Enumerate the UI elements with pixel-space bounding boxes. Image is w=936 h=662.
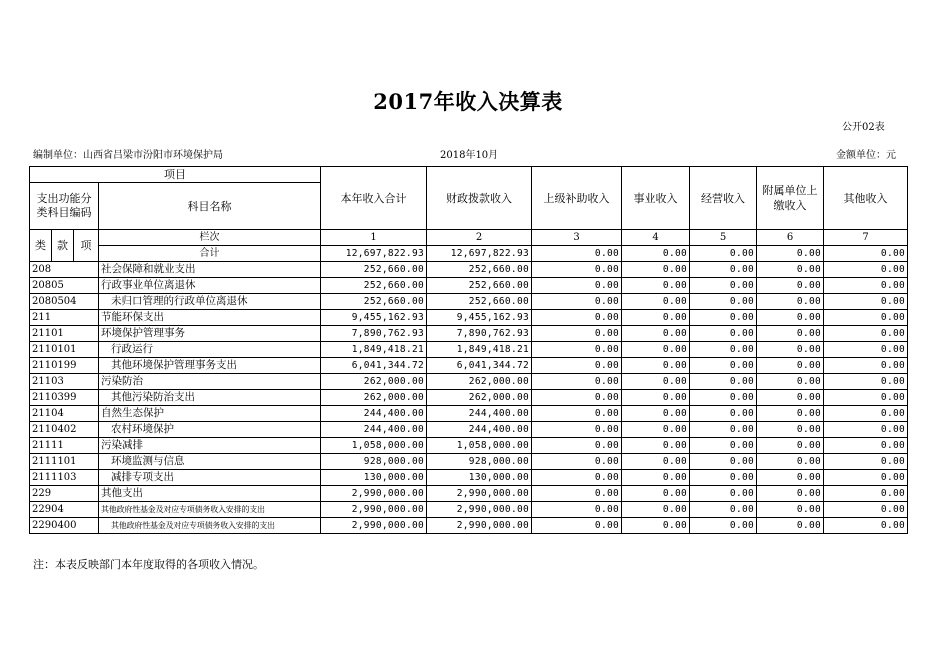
header-col-3: 上级补助收入 — [532, 167, 622, 230]
total-value: 0.00 — [532, 246, 622, 262]
table-row — [30, 374, 908, 390]
amount-cell: 0.00 — [757, 454, 824, 470]
amount-cell: 0.00 — [532, 278, 622, 294]
amount-cell: 0.00 — [824, 390, 908, 406]
table-row — [30, 326, 908, 342]
subject-name: 行政事业单位离退休 — [99, 278, 321, 294]
subject-code: 2110199 — [30, 358, 99, 374]
amount-cell: 0.00 — [622, 374, 690, 390]
subject-code: 2110101 — [30, 342, 99, 358]
amount-cell: 0.00 — [824, 454, 908, 470]
col-num-6: 6 — [757, 230, 824, 246]
subject-name: 环境保护管理事务 — [99, 326, 321, 342]
amount-cell: 0.00 — [690, 374, 757, 390]
subject-code: 2111103 — [30, 470, 99, 486]
amount-cell: 0.00 — [622, 390, 690, 406]
subject-name: 行政运行 — [99, 342, 321, 358]
amount-cell: 252,660.00 — [321, 278, 427, 294]
amount-cell: 0.00 — [622, 310, 690, 326]
amount-cell: 0.00 — [690, 518, 757, 534]
col-num-3: 3 — [532, 230, 622, 246]
amount-cell: 0.00 — [622, 470, 690, 486]
table-row — [30, 422, 908, 438]
amount-cell: 0.00 — [757, 358, 824, 374]
header-func-code: 支出功能分类科目编码 — [30, 183, 99, 230]
amount-cell: 0.00 — [532, 518, 622, 534]
amount-cell: 0.00 — [824, 486, 908, 502]
header-kuan: 款 — [52, 230, 74, 262]
table-row — [30, 278, 908, 294]
total-value: 0.00 — [824, 246, 908, 262]
amount-cell: 0.00 — [757, 438, 824, 454]
total-value: 12,697,822.93 — [427, 246, 532, 262]
amount-cell: 9,455,162.93 — [427, 310, 532, 326]
amount-cell: 0.00 — [824, 262, 908, 278]
amount-cell: 0.00 — [690, 422, 757, 438]
amount-cell: 262,000.00 — [321, 374, 427, 390]
amount-cell: 0.00 — [690, 390, 757, 406]
header-col-6: 附属单位上缴收入 — [757, 167, 824, 230]
report-date: 2018年10月 — [440, 150, 499, 161]
amount-cell: 0.00 — [622, 454, 690, 470]
amount-cell: 7,890,762.93 — [427, 326, 532, 342]
amount-cell: 1,058,000.00 — [321, 438, 427, 454]
table-row — [30, 310, 908, 326]
amount-cell: 0.00 — [532, 486, 622, 502]
form-number: 公开02表 — [842, 122, 885, 133]
amount-cell: 0.00 — [532, 454, 622, 470]
header-col-2: 财政拨款收入 — [427, 167, 532, 230]
amount-cell: 0.00 — [690, 278, 757, 294]
amount-cell: 0.00 — [532, 470, 622, 486]
amount-cell: 252,660.00 — [427, 294, 532, 310]
amount-cell: 9,455,162.93 — [321, 310, 427, 326]
amount-cell: 0.00 — [824, 438, 908, 454]
subject-code: 2111101 — [30, 454, 99, 470]
amount-cell: 252,660.00 — [321, 262, 427, 278]
amount-cell: 0.00 — [757, 422, 824, 438]
table-row — [30, 294, 908, 310]
amount-cell: 0.00 — [757, 310, 824, 326]
amount-cell: 130,000.00 — [321, 470, 427, 486]
amount-cell: 0.00 — [622, 294, 690, 310]
compiling-unit: 编制单位：山西省吕梁市汾阳市环境保护局 — [33, 150, 223, 161]
amount-cell: 2,990,000.00 — [321, 486, 427, 502]
amount-cell: 2,990,000.00 — [321, 502, 427, 518]
amount-cell: 244,400.00 — [321, 406, 427, 422]
table-row — [30, 358, 908, 374]
header-col-1: 本年收入合计 — [321, 167, 427, 230]
amount-cell: 0.00 — [690, 326, 757, 342]
amount-cell: 0.00 — [824, 518, 908, 534]
header-col-4: 事业收入 — [622, 167, 690, 230]
amount-cell: 0.00 — [824, 422, 908, 438]
amount-cell: 0.00 — [690, 470, 757, 486]
subject-name: 农村环境保护 — [99, 422, 321, 438]
header-col-5: 经营收入 — [690, 167, 757, 230]
amount-cell: 0.00 — [824, 278, 908, 294]
amount-cell: 0.00 — [532, 310, 622, 326]
amount-cell: 0.00 — [532, 374, 622, 390]
amount-cell: 0.00 — [690, 262, 757, 278]
amount-cell: 244,400.00 — [321, 422, 427, 438]
table-row — [30, 470, 908, 486]
amount-cell: 0.00 — [532, 390, 622, 406]
table-row — [30, 390, 908, 406]
amount-cell: 262,000.00 — [427, 374, 532, 390]
subject-code: 211 — [30, 310, 99, 326]
subject-code: 2110402 — [30, 422, 99, 438]
total-value: 0.00 — [622, 246, 690, 262]
amount-cell: 0.00 — [690, 294, 757, 310]
subject-code: 21111 — [30, 438, 99, 454]
table-row — [30, 438, 908, 454]
amount-cell: 0.00 — [757, 262, 824, 278]
amount-cell: 0.00 — [824, 294, 908, 310]
footnote: 注：本表反映部门本年度取得的各项收入情况。 — [33, 558, 264, 571]
subject-name: 减排专项支出 — [99, 470, 321, 486]
total-value: 0.00 — [690, 246, 757, 262]
amount-cell: 262,000.00 — [321, 390, 427, 406]
amount-cell: 244,400.00 — [427, 406, 532, 422]
subject-code: 21103 — [30, 374, 99, 390]
amount-cell: 1,849,418.21 — [427, 342, 532, 358]
amount-cell: 0.00 — [622, 486, 690, 502]
amount-cell: 0.00 — [532, 406, 622, 422]
amount-cell: 0.00 — [757, 342, 824, 358]
subject-code: 21104 — [30, 406, 99, 422]
subject-name: 其他政府性基金及对应专项债务收入安排的支出 — [99, 502, 321, 518]
header-xiang: 项 — [74, 230, 99, 262]
income-table — [29, 166, 908, 534]
amount-cell: 2,990,000.00 — [321, 518, 427, 534]
page-title: 2017年收入决算表 — [373, 89, 563, 114]
amount-cell: 252,660.00 — [427, 262, 532, 278]
amount-cell: 6,041,344.72 — [427, 358, 532, 374]
amount-cell: 2,990,000.00 — [427, 502, 532, 518]
table-row — [30, 342, 908, 358]
amount-cell: 0.00 — [532, 422, 622, 438]
amount-cell: 2,990,000.00 — [427, 518, 532, 534]
amount-cell: 0.00 — [757, 374, 824, 390]
amount-cell: 0.00 — [824, 406, 908, 422]
amount-cell: 0.00 — [757, 406, 824, 422]
subject-name: 未归口管理的行政单位离退休 — [99, 294, 321, 310]
subject-name: 其他环境保护管理事务支出 — [99, 358, 321, 374]
amount-cell: 0.00 — [824, 470, 908, 486]
amount-cell: 0.00 — [622, 422, 690, 438]
amount-cell: 0.00 — [690, 358, 757, 374]
subject-name: 环境监测与信息 — [99, 454, 321, 470]
subject-name: 其他污染防治支出 — [99, 390, 321, 406]
amount-cell: 0.00 — [824, 310, 908, 326]
amount-cell: 0.00 — [532, 358, 622, 374]
amount-cell: 0.00 — [622, 358, 690, 374]
amount-cell: 0.00 — [622, 342, 690, 358]
subject-name: 自然生态保护 — [99, 406, 321, 422]
amount-cell: 0.00 — [532, 502, 622, 518]
amount-cell: 0.00 — [824, 358, 908, 374]
table-row — [30, 502, 908, 518]
subject-code: 2080504 — [30, 294, 99, 310]
amount-cell: 0.00 — [690, 454, 757, 470]
amount-cell: 0.00 — [824, 374, 908, 390]
table-row — [30, 454, 908, 470]
amount-cell: 130,000.00 — [427, 470, 532, 486]
amount-cell: 0.00 — [532, 262, 622, 278]
amount-cell: 0.00 — [757, 278, 824, 294]
amount-cell: 928,000.00 — [321, 454, 427, 470]
subject-name: 社会保障和就业支出 — [99, 262, 321, 278]
amount-cell: 0.00 — [757, 470, 824, 486]
amount-cell: 0.00 — [622, 262, 690, 278]
subject-name: 污染减排 — [99, 438, 321, 454]
amount-cell: 2,990,000.00 — [427, 486, 532, 502]
amount-cell: 0.00 — [622, 278, 690, 294]
amount-unit: 金额单位：元 — [836, 150, 896, 161]
header-subject-name: 科目名称 — [99, 183, 321, 230]
subject-code: 21101 — [30, 326, 99, 342]
amount-cell: 0.00 — [532, 326, 622, 342]
amount-cell: 0.00 — [690, 486, 757, 502]
amount-cell: 0.00 — [622, 406, 690, 422]
amount-cell: 0.00 — [690, 438, 757, 454]
subject-name: 污染防治 — [99, 374, 321, 390]
col-num-5: 5 — [690, 230, 757, 246]
amount-cell: 0.00 — [757, 502, 824, 518]
amount-cell: 7,890,762.93 — [321, 326, 427, 342]
table-row — [30, 262, 908, 278]
subject-code: 22904 — [30, 502, 99, 518]
amount-cell: 0.00 — [690, 342, 757, 358]
header-item: 项目 — [30, 167, 321, 183]
subject-name: 其他政府性基金及对应专项债务收入安排的支出 — [99, 518, 321, 534]
col-num-2: 2 — [427, 230, 532, 246]
amount-cell: 0.00 — [690, 502, 757, 518]
amount-cell: 0.00 — [757, 518, 824, 534]
amount-cell: 252,660.00 — [321, 294, 427, 310]
amount-cell: 0.00 — [532, 342, 622, 358]
total-label: 合计 — [99, 246, 321, 262]
table-row — [30, 406, 908, 422]
amount-cell: 0.00 — [622, 438, 690, 454]
subject-name: 节能环保支出 — [99, 310, 321, 326]
amount-cell: 0.00 — [757, 390, 824, 406]
amount-cell: 0.00 — [622, 326, 690, 342]
subject-code: 2110399 — [30, 390, 99, 406]
total-value: 12,697,822.93 — [321, 246, 427, 262]
amount-cell: 262,000.00 — [427, 390, 532, 406]
header-col-7: 其他收入 — [824, 167, 908, 230]
amount-cell: 0.00 — [532, 294, 622, 310]
amount-cell: 0.00 — [757, 486, 824, 502]
amount-cell: 244,400.00 — [427, 422, 532, 438]
amount-cell: 0.00 — [824, 502, 908, 518]
header-lei: 类 — [30, 230, 52, 262]
amount-cell: 252,660.00 — [427, 278, 532, 294]
subject-code: 229 — [30, 486, 99, 502]
subject-code: 20805 — [30, 278, 99, 294]
amount-cell: 0.00 — [690, 310, 757, 326]
col-num-4: 4 — [622, 230, 690, 246]
amount-cell: 0.00 — [757, 326, 824, 342]
subject-code: 208 — [30, 262, 99, 278]
amount-cell: 0.00 — [824, 326, 908, 342]
amount-cell: 928,000.00 — [427, 454, 532, 470]
amount-cell: 0.00 — [622, 518, 690, 534]
col-num-1: 1 — [321, 230, 427, 246]
amount-cell: 0.00 — [622, 502, 690, 518]
header-lanci: 栏次 — [99, 230, 321, 246]
amount-cell: 0.00 — [757, 294, 824, 310]
table-row — [30, 486, 908, 502]
subject-name: 其他支出 — [99, 486, 321, 502]
amount-cell: 0.00 — [532, 438, 622, 454]
total-value: 0.00 — [757, 246, 824, 262]
amount-cell: 6,041,344.72 — [321, 358, 427, 374]
total-row — [30, 246, 908, 262]
subject-code: 2290400 — [30, 518, 99, 534]
col-num-7: 7 — [824, 230, 908, 246]
amount-cell: 1,058,000.00 — [427, 438, 532, 454]
table-row — [30, 518, 908, 534]
amount-cell: 0.00 — [824, 342, 908, 358]
amount-cell: 1,849,418.21 — [321, 342, 427, 358]
amount-cell: 0.00 — [690, 406, 757, 422]
